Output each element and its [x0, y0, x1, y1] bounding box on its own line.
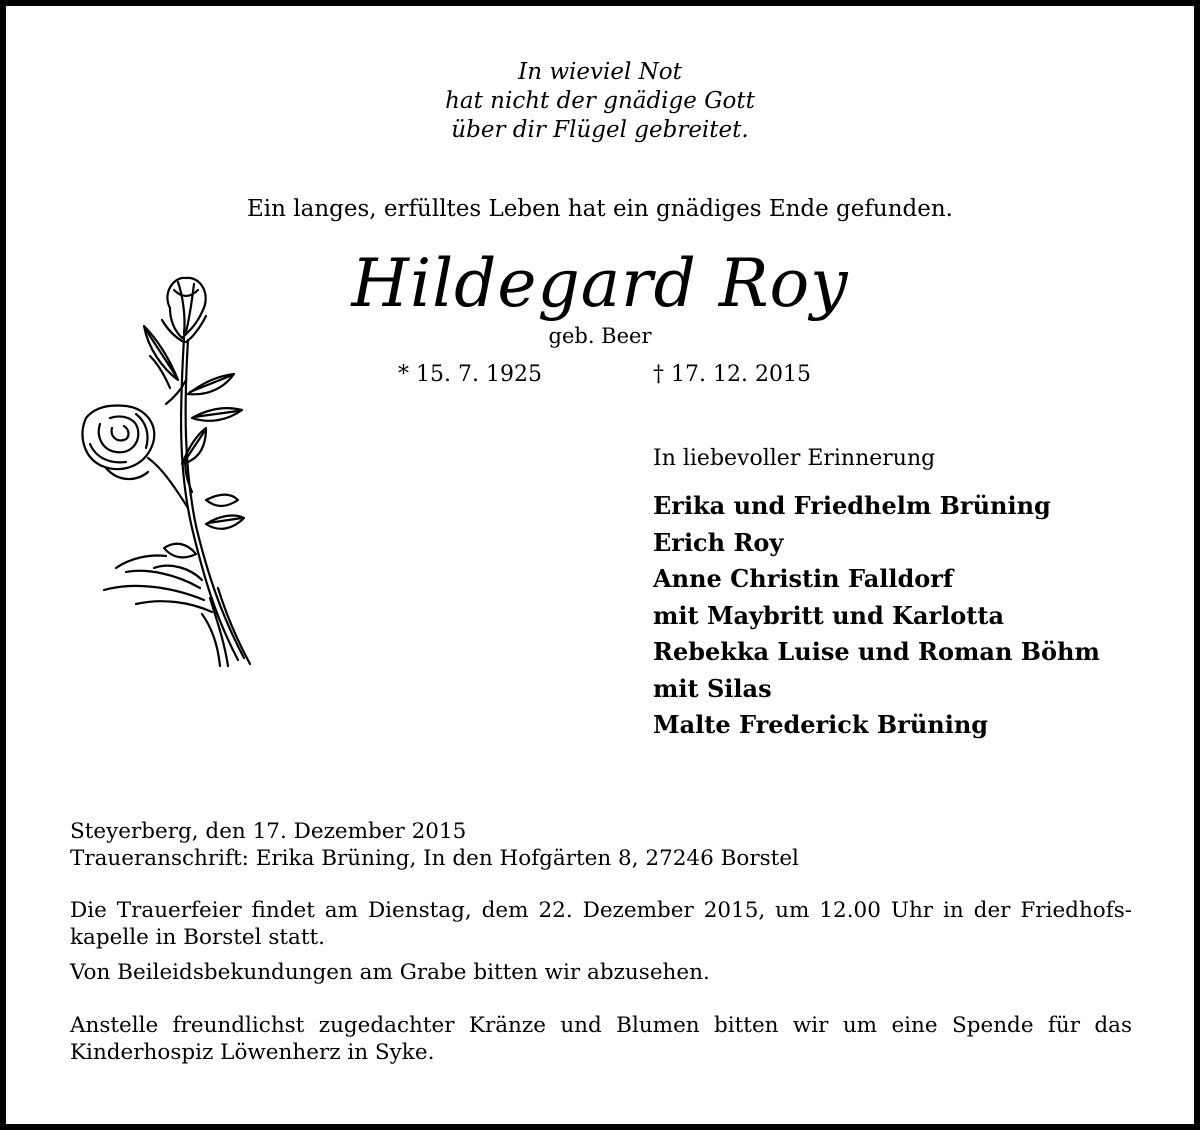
- bible-verse: [6, 58, 1194, 145]
- list-item: mit Silas: [653, 673, 772, 703]
- birth-name: geb. Beer: [548, 324, 652, 348]
- verse-line: In wieviel Not: [518, 59, 682, 85]
- intro-line: Ein langes, erfülltes Leben hat ein gnädiges Ende gefunden.: [247, 196, 953, 222]
- rose-icon: [66, 268, 256, 668]
- mourners-list: [653, 488, 1100, 744]
- list-item: Rebekka Luise und Roman Böhm: [653, 637, 1100, 666]
- condolence-note: Von Beileidsbekundungen am Grabe bitten wir abzusehen.: [70, 960, 710, 985]
- list-item: Malte Frederick Brüning: [653, 710, 989, 739]
- list-item: Anne Christin Falldorf: [653, 564, 954, 593]
- footer-text: [70, 818, 1132, 1066]
- place-date: Steyerberg, den 17. Dezember 2015: [70, 819, 467, 844]
- deceased-name: Hildegard Roy: [351, 245, 849, 322]
- verse-line: über dir Flügel gebreitet.: [451, 117, 749, 143]
- list-item: Erika und Friedhelm Brüning: [653, 491, 1051, 520]
- death-date: † 17. 12. 2015: [653, 362, 811, 387]
- list-item: Erich Roy: [653, 527, 784, 557]
- birth-date: * 15. 7. 1925: [398, 362, 542, 387]
- funeral-service-info: Die Trauerfeier findet am Dienstag, dem 22. Dezember 2015, um 12.00 Uhr in der Friedhofs-kapelle in Borstel statt.: [70, 898, 1132, 950]
- donation-note: Anstelle freundlichst zugedachter Kränze und Blumen bitten wir um eine Spende für das Kinderhospiz Löwenherz in Syke.: [70, 1013, 1132, 1065]
- memory-line: In liebevoller Erinnerung: [653, 446, 936, 471]
- mourning-address: Traueranschrift: Erika Brüning, In den Hofgärten 8, 27246 Borstel: [70, 846, 799, 871]
- verse-line: hat nicht der gnädige Gott: [445, 88, 755, 114]
- list-item: mit Maybritt und Karlotta: [653, 600, 1005, 630]
